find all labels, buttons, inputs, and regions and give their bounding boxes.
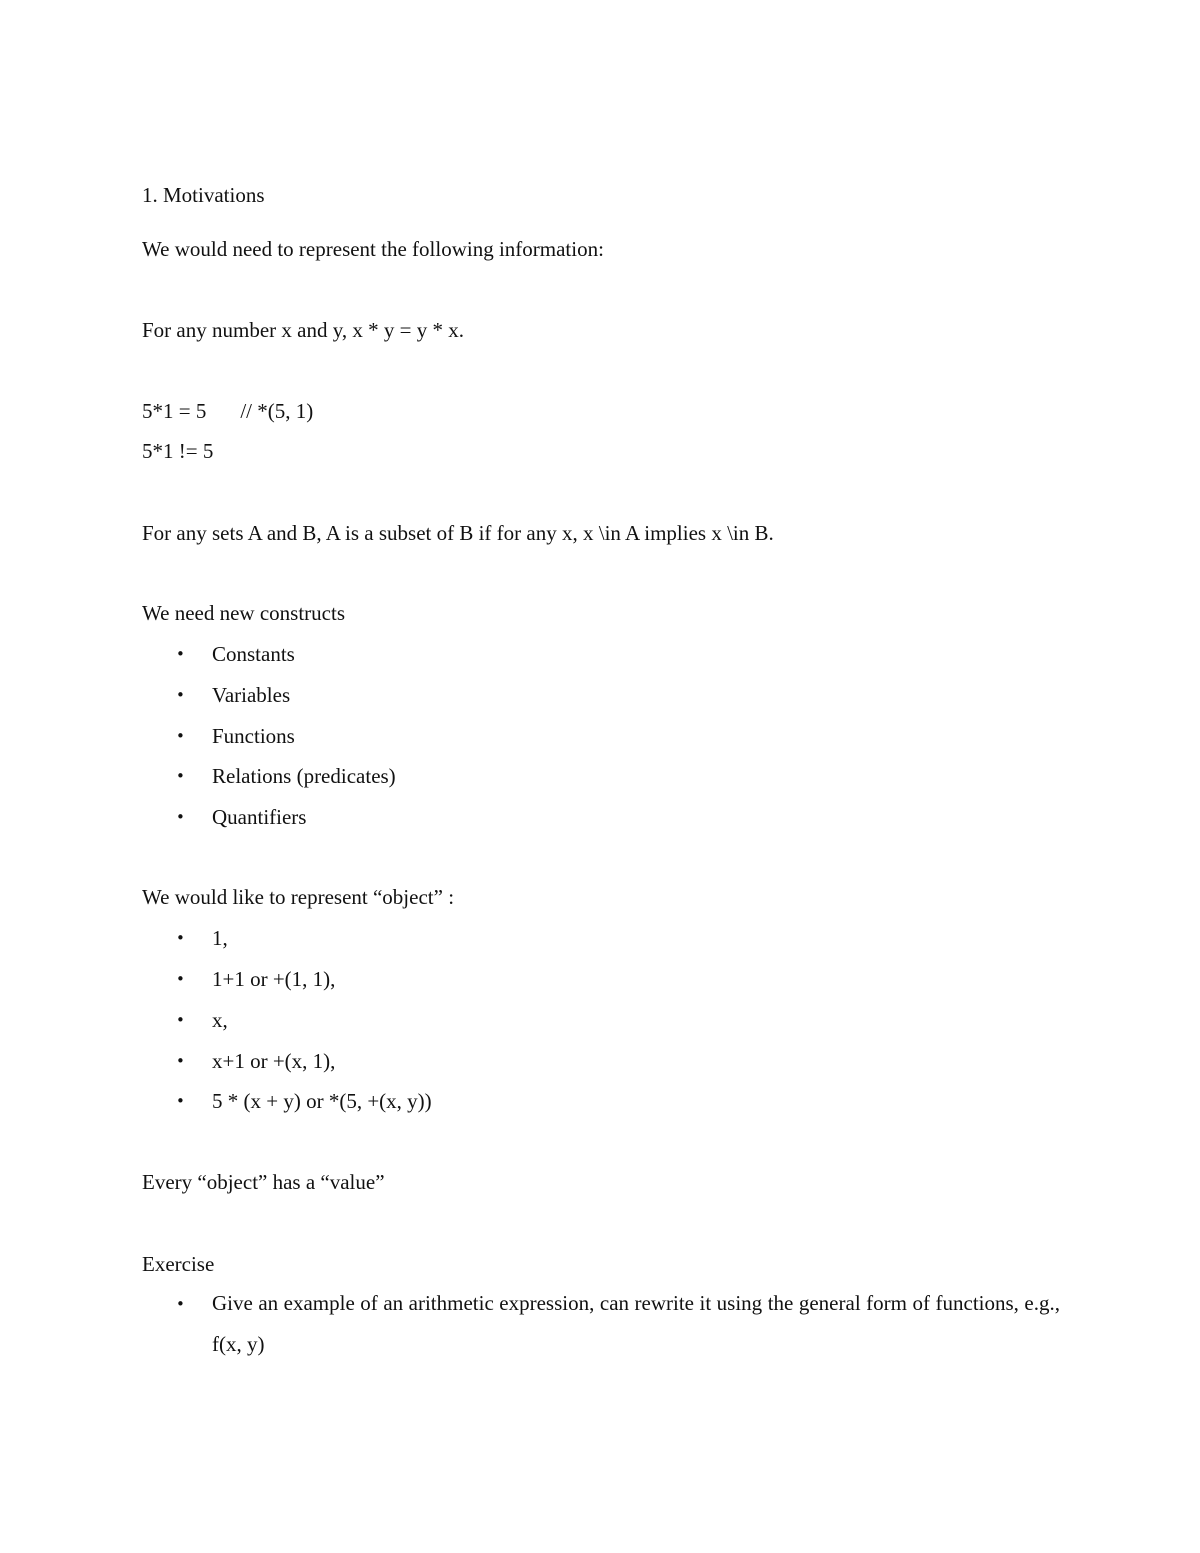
constructs-heading: We need new constructs	[142, 601, 345, 625]
bullet-icon: •	[176, 727, 185, 745]
list-item-text: x+1 or +(x, 1),	[212, 1049, 336, 1073]
section-title: 1. Motivations	[142, 183, 265, 207]
list-item-text: Functions	[212, 724, 295, 748]
bullet-icon: •	[176, 645, 185, 663]
commutativity-statement: For any number x and y, x * y = y * x.	[142, 318, 464, 342]
list-item-text: Constants	[212, 642, 295, 666]
list-item-text: Quantifiers	[212, 805, 307, 829]
list-item-text: Give an example of an arithmetic expression, can rewrite it using the general form of functions, e.g., f(x, y)	[212, 1291, 1060, 1356]
list-item-text: 5 * (x + y) or *(5, +(x, y))	[212, 1089, 432, 1113]
bullet-icon: •	[176, 808, 185, 826]
bullet-icon: •	[176, 1052, 185, 1070]
equation-1: 5*1 = 5	[142, 399, 207, 423]
bullet-icon: •	[176, 1092, 185, 1110]
equation-1-comment: // *(5, 1)	[240, 399, 314, 423]
intro-paragraph: We would need to represent the following information:	[142, 237, 604, 261]
equation-line-1	[142, 398, 313, 424]
bullet-icon: •	[176, 767, 185, 785]
bullet-icon: •	[176, 929, 185, 947]
list-item-text: x,	[212, 1008, 228, 1032]
equation-2: 5*1 != 5	[142, 439, 214, 463]
bullet-icon: •	[176, 1295, 185, 1313]
bullet-icon: •	[176, 686, 185, 704]
objects-heading: We would like to represent “object” :	[142, 885, 455, 909]
value-statement: Every “object” has a “value”	[142, 1170, 385, 1194]
bullet-icon: •	[176, 1011, 185, 1029]
subset-statement: For any sets A and B, A is a subset of B if for any x, x \in A implies x \in B.	[142, 521, 774, 545]
list-item-text: Relations (predicates)	[212, 764, 396, 788]
list-item-text: Variables	[212, 683, 291, 707]
list-item-text: 1+1 or +(1, 1),	[212, 967, 336, 991]
list-item-text: 1,	[212, 926, 228, 950]
bullet-icon: •	[176, 970, 185, 988]
exercise-heading: Exercise	[142, 1252, 215, 1276]
